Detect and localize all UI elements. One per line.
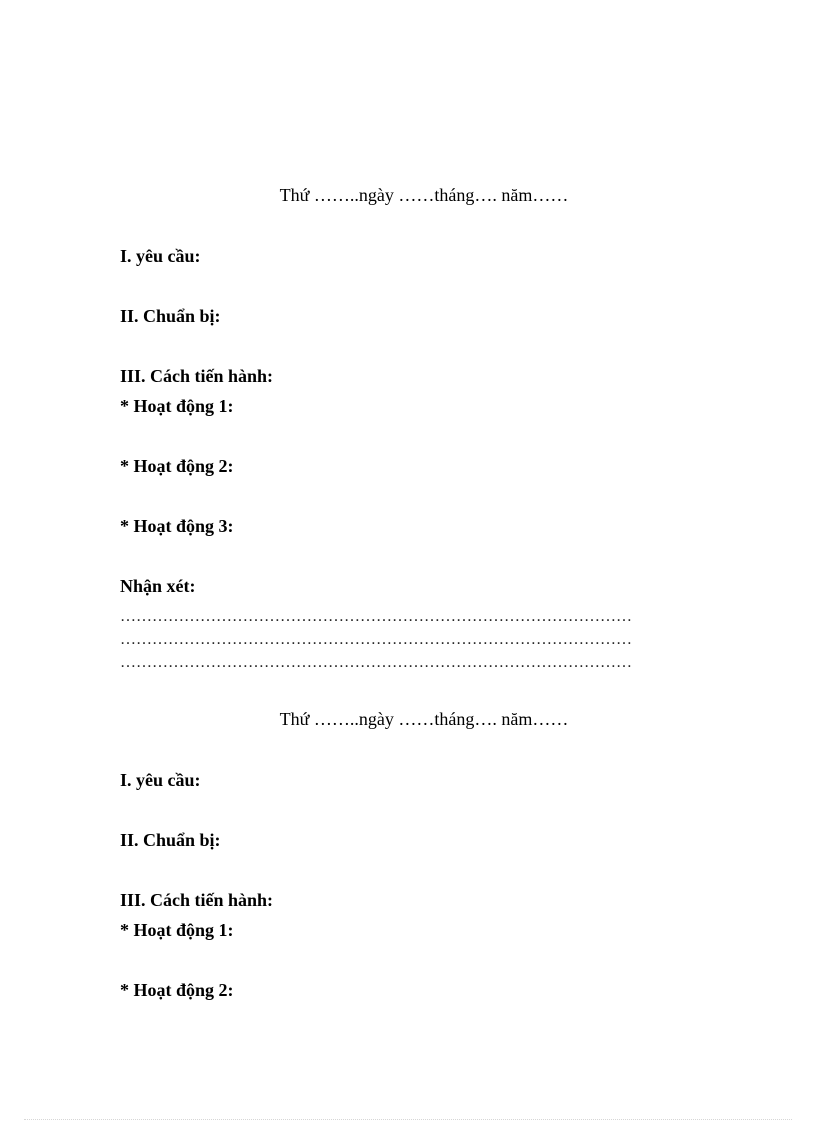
activity-1: * Hoạt động 1:	[120, 920, 234, 940]
heading-preparation: II. Chuẩn bị:	[120, 830, 221, 850]
dotted-line: ……………………………………………………………………………………	[120, 631, 632, 648]
heading-requirements: I. yêu cầu:	[120, 770, 201, 790]
heading-requirements: I. yêu cầu:	[120, 246, 201, 266]
activity-2: * Hoạt động 2:	[120, 980, 234, 1000]
heading-procedure: III. Cách tiến hành:	[120, 366, 274, 386]
date-line: Thứ ……..ngày ……tháng…. năm……	[279, 185, 569, 205]
page-bottom-divider	[24, 1119, 792, 1120]
dotted-line: ……………………………………………………………………………………	[120, 608, 632, 625]
heading-comment: Nhận xét:	[120, 576, 196, 596]
heading-procedure: III. Cách tiến hành:	[120, 890, 274, 910]
activity-1: * Hoạt động 1:	[120, 396, 234, 416]
date-line: Thứ ……..ngày ……tháng…. năm……	[279, 709, 569, 729]
activity-3: * Hoạt động 3:	[120, 516, 234, 536]
dotted-line: ……………………………………………………………………………………	[120, 654, 632, 671]
activity-2: * Hoạt động 2:	[120, 456, 234, 476]
heading-preparation: II. Chuẩn bị:	[120, 306, 221, 326]
